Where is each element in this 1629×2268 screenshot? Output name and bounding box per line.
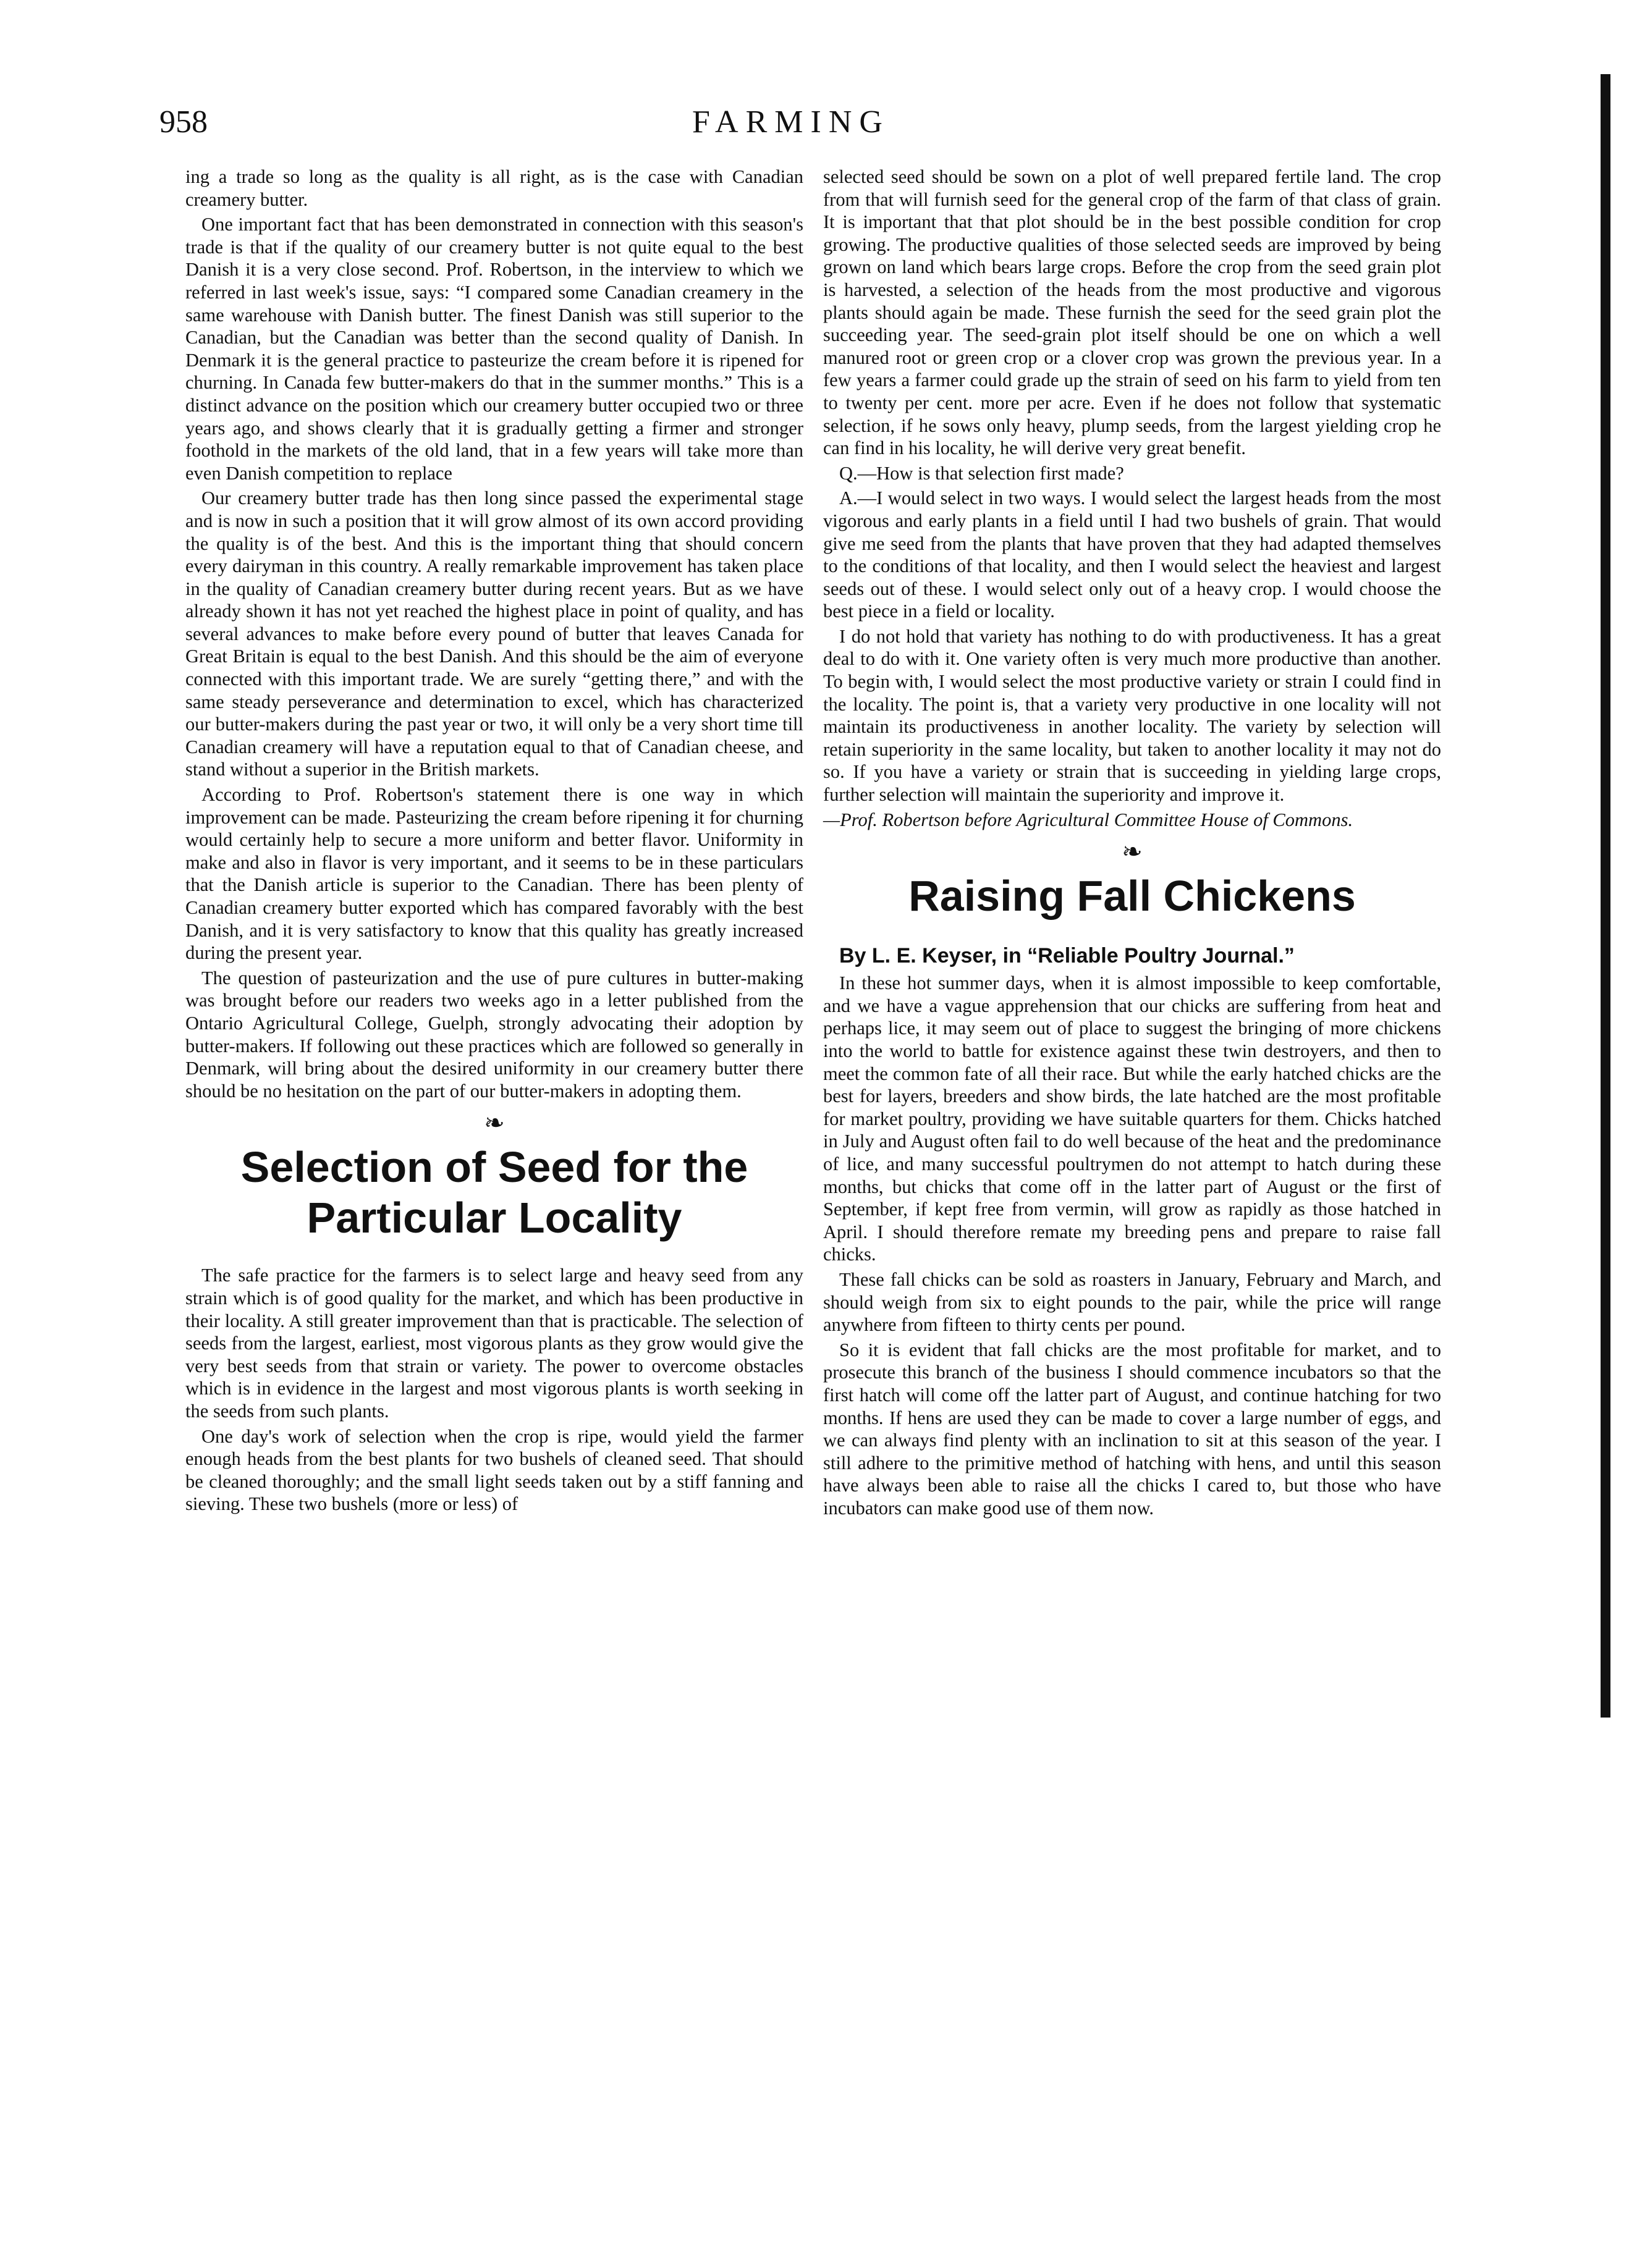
- right-column: [823, 166, 1441, 1522]
- paragraph: Our creamery butter trade has then long since passed the experimental stage and is now in such a position that it will grow almost of its own accord providing the quality is of the best. And this is the important thing that should concern every dairyman in this country. A really remarkable improvement has taken place in the quality of Canadian creamery butter during recent years. But as we have already shown it has not yet reached the highest place in point of quality, and has several advances to make before every pound of butter that leaves Canada for Great Britain is equal to the best Danish. And this should be the aim of everyone connected with this important trade. We are surely “getting there,” and with the same steady perseverance and determination to excel, which has characterized our butter-makers during the past year or two, it will only be a very short time till Canadian creamery will have a reputation equal to that of Canadian cheese, and stand without a superior in the British markets.: [185, 487, 803, 780]
- paragraph: The question of pasteurization and the use of pure cultures in butter-making was brought before our readers two weeks ago in a letter published from the Ontario Agricultural College, Guelph, strongly advocating their adoption by butter-makers. If following out these practices which are followed so generally in Denmark, will bring about the desired uniformity in our creamery butter there should be no hesitation on the part of our butter-makers in adopting them.: [185, 967, 803, 1102]
- ornament-icon: ❧: [484, 1109, 505, 1137]
- article-title-fall-chickens: Raising Fall Chickens: [908, 872, 1356, 921]
- paragraph: In these hot summer days, when it is almost impossible to keep comfortable, and we have a vague apprehension that our chicks are suffering from heat and perhaps lice, it may seem out of place to suggest the bringing of more chickens into the world to battle for existence against these twin destroyers, and then to meet the common fate of all their race. But while the early hatched chicks are the best for layers, breeders and show birds, the late hatched are the most profitable for market poultry, providing we have suitable quarters for them. Chicks hatched in July and August often fail to do well because of the heat and the predominance of lice, and many successful poultrymen do not attempt to hatch during these months, but chicks that come off in the latter part of August or the first of September, if kept free from vermin, will grow as rapidly as those hatched in April. I should therefore remate my breeding pens and prepare to raise fall chicks.: [823, 972, 1441, 1265]
- paragraph: I do not hold that variety has nothing to do with productiveness. It has a great deal to do with it. One variety often is very much more productive than another. To begin with, I would select the most productive variety or strain I could find in the locality. The point is, that a variety very productive in one locality will not maintain its productiveness in another locality. The variety by selection will retain superiority in the same locality, but taken to another locality it may not do so. If you have a variety or strain that is succeeding in yielding large crops, further selection will maintain the superiority and improve it.: [823, 625, 1441, 806]
- ornament-icon: ❧: [1122, 838, 1143, 866]
- paragraph: So it is evident that fall chicks are the most profitable for market, and to prosecute this branch of the business I should commence incubators so that the first hatch will come off the latter part of August, and continue hatching for two months. If hens are used they can be made to cover a large number of eggs, and we can always find plenty with an inclination to sit at this season of the year. I still adhere to the primitive method of hatching with hens, and until this season have always been able to raise all the chicks I cared to, but those who have incubators can make good use of them now.: [823, 1339, 1441, 1519]
- paragraph: One day's work of selection when the crop is ripe, would yield the farmer enough heads from the best plants for two bushels of cleaned seed. That should be cleaned thoroughly; and the small light seeds taken out by a stiff fanning and sieving. These two bushels (more or less) of: [185, 1425, 803, 1515]
- paragraph: selected seed should be sown on a plot of well prepared fertile land. The crop from that will furnish seed for the general crop of the farm of that class of grain. It is important that that plot should be in the best possible condition for crop growing. The productive qualities of those selected seeds are improved by being grown on land which bears large crops. Before the crop from the seed grain plot is harvested, a selection of the heads from the most productive and vigorous plants should again be made. These furnish the seed for the seed grain plot the succeeding year. The seed-grain plot itself should be one on which a well manured root or green crop or a clover crop was grown the previous year. In a few years a farmer could grade up the strain of seed on his farm to yield from ten to twenty per cent. more per acre. Even if he does not follow that systematic selection, if he sows only heavy, plump seeds, from the largest yielding crop he can find in his locality, he will derive very great benefit.: [823, 166, 1441, 459]
- paragraph: These fall chicks can be sold as roasters in January, February and March, and should weigh from six to eight pounds to the pair, while the price will range anywhere from fifteen to thirty cents per pound.: [823, 1268, 1441, 1336]
- paragraph: A.—I would select in two ways. I would select the largest heads from the most vigorous and early plants in a field until I had two bushels of grain. That would give me seed from the plants that have proven that they had adapted themselves to the conditions of that locality, and then I would select the heaviest and largest seeds out of these. I would select only out of a heavy crop. I would choose the best piece in a field or locality.: [823, 487, 1441, 622]
- running-head: FARMING: [692, 104, 890, 140]
- page-edge-bar: [1601, 74, 1610, 1718]
- paragraph: According to Prof. Robertson's statement there is one way in which improvement can be made. Pasteurizing the cream before ripening it for churning would certainly help to secure a more uniform and better flavor. Uniformity in make and also in flavor is very important, and it seems to be in these particulars that the Danish article is superior to the Canadian. There has been plenty of Canadian creamery butter exported which has compared favorably with the best Danish, and it is very satisfactory to know that this quality has greatly increased during the present year.: [185, 784, 803, 964]
- article-title-seed-selection: Selection of Seed for the Particular Locality: [240, 1143, 748, 1242]
- page-number: 958: [159, 104, 208, 140]
- left-column: [185, 166, 803, 1518]
- page-header: [0, 104, 1629, 153]
- article-credit: —Prof. Robertson before Agricultural Committee House of Commons.: [823, 809, 1353, 830]
- paragraph: The safe practice for the farmers is to select large and heavy seed from any strain which is of good quality for the market, and which has been productive in their locality. A still greater improvement than that is practicable. The selection of seeds from the largest, earliest, most vigorous plants as they grow would give the very best seeds from that strain or variety. The power to overcome obstacles which is in evidence in the largest and most vigorous plants is worth seeking in the seeds from such plants.: [185, 1265, 803, 1422]
- paragraph: Q.—How is that selection first made?: [839, 462, 1124, 484]
- paragraph: ing a trade so long as the quality is all right, as is the case with Canadian creamery butter.: [185, 166, 803, 210]
- byline: By L. E. Keyser, in “Reliable Poultry Journal.”: [839, 944, 1295, 968]
- paragraph: One important fact that has been demonstrated in connection with this season's trade is that if the quality of our creamery butter is not quite equal to the best Danish it is a very close second. Prof. Robertson, in the interview to which we referred in last week's issue, says: “I compared some Canadian creamery in the same warehouse with Danish butter. The finest Danish was still superior to the Canadian, but the Canadian was better than the second quality of Danish. In Denmark it is the general practice to pasteurize the cream before it is ripened for churning. In Canada few butter-makers do that in the summer months.” This is a distinct advance on the position which our creamery butter occupied two or three years ago, and shows clearly that it is gradually getting a firmer and stronger foothold in the markets of the old land, that in a few years will take more than even Danish competition to replace: [185, 214, 803, 484]
